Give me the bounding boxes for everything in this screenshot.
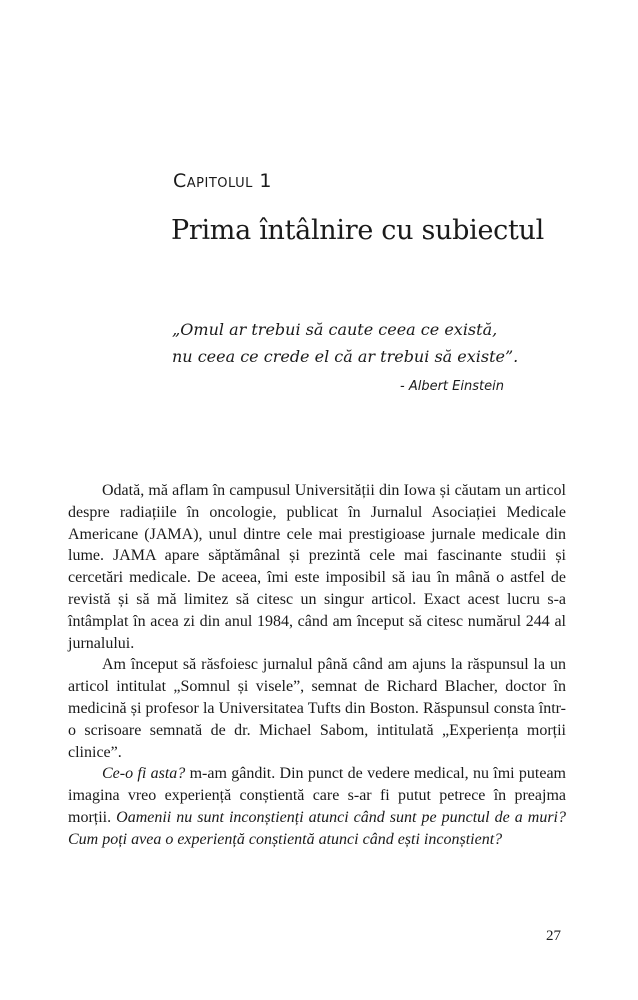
epigraph-line-2: nu ceea ce crede el că ar trebui să existe”. [172,347,519,366]
epigraph-author: - Albert Einstein [400,379,504,394]
paragraph-2: Am început să răsfoiesc jurnalul până când am ajuns la răspunsul la un articol intitulat „Somnul și visele”, semnat de Richard Blacher, doctor în medicină și profesor la Universitatea Tufts din Boston. Răspunsul consta într-o scrisoare semnată de dr. Michael Sabom, intitulată „Experiența morții clinice”. [68,656,566,761]
paragraph-3-thought: Oamenii nu sunt inconștienți atunci când sunt pe punctul de a muri? Cum poți avea o experiență conștientă atunci când ești inconștient? [68,808,567,848]
chapter-label: Capitolul 1 [173,170,272,192]
paragraph-3-question: Ce-o fi asta? [102,765,186,783]
paragraph-3-text: m-am gândit. Din punct de vedere medical, nu îmi puteam imagina vreo experiență conștientă care s-ar fi putut petrece în preajma morții. [68,765,566,826]
paragraph-3 [68,763,566,850]
page-number: 27 [546,928,561,944]
epigraph-quote [172,316,542,370]
body-text [68,480,566,851]
chapter-title: Prima întâlnire cu subiectul [171,215,544,246]
epigraph-line-1: „Omul ar trebui să caute ceea ce există, [172,320,498,339]
paragraph-1: Odată, mă aflam în campusul Universității din Iowa și căutam un articol despre radiațiile în oncologie, publicat în Jurnalul Asociației Medicale Americane (JAMA), unul dintre cele mai prestigioase jurnale medicale din lume. JAMA apare săptămânal și prezintă cele mai fascinante studii și cercetări medicale. De aceea, îmi este imposibil să iau în mână o astfel de revistă și să mă limitez să citesc un singur articol. Exact acest lucru s-a întâmplat în acea zi din anul 1984, când am început să citesc numărul 244 al jurnalului. [68,482,566,652]
